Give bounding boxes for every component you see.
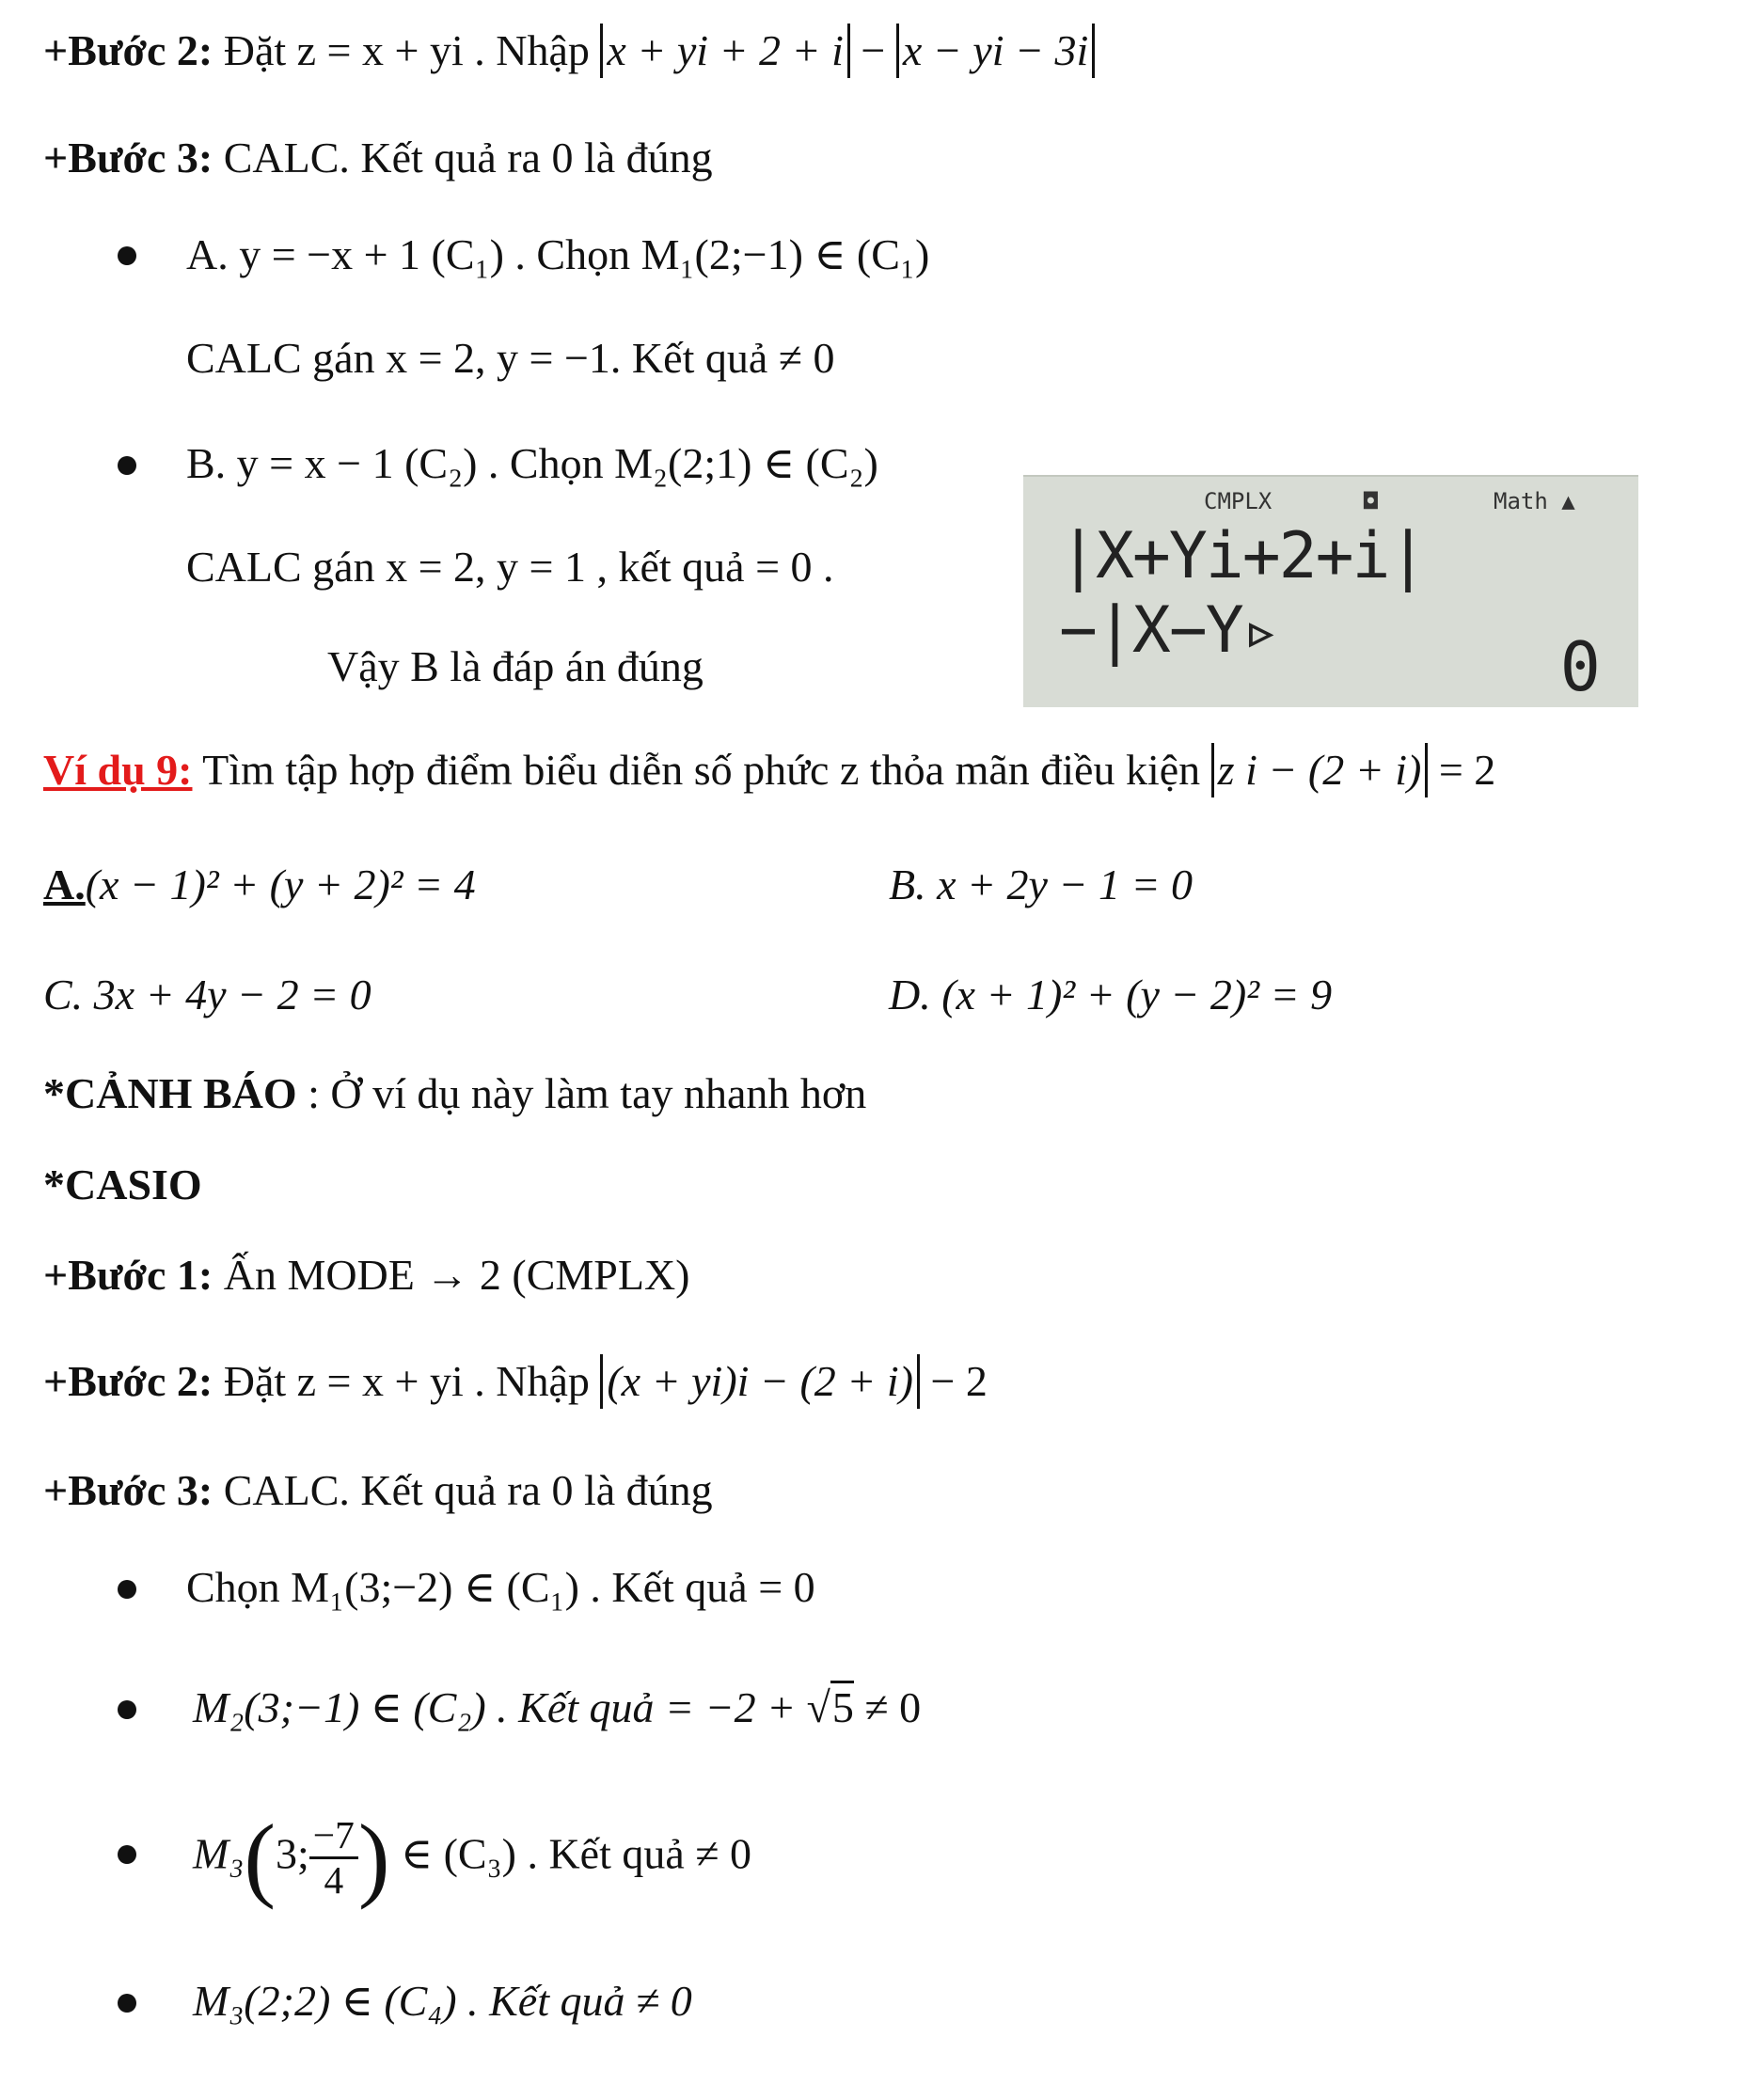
bullet-dot (118, 1845, 136, 1864)
bullet-dot (118, 1700, 136, 1719)
option-a-calc: CALC gán x = 2, y = −1. Kết quả ≠ 0 (186, 334, 835, 382)
step-tail: − 2 (919, 1357, 988, 1405)
example-9 (43, 743, 1495, 797)
warning-text: : Ở ví dụ này làm tay nhanh hơn (296, 1069, 867, 1117)
calculator-expression: |X+Yi+2+i|−|X−Y▹ (1059, 519, 1426, 668)
example-abs: z i − (2 + i) (1211, 743, 1429, 797)
fraction-denominator: 4 (324, 1858, 344, 1903)
step1-line (43, 1251, 690, 1299)
step3b-line (43, 1466, 713, 1514)
bullet-m2-text: M₂(3;−1) ∈ (C₂) . Kết quả = −2 + (193, 1683, 807, 1731)
step-label: +Bước 1: (43, 1251, 213, 1299)
sqrt-sign: √ (806, 1683, 830, 1731)
bullet-m3-tail: ∈ (C₃) . Kết quả ≠ 0 (389, 1829, 752, 1878)
example-tail: = 2 (1428, 746, 1496, 794)
answer-a-text: (x − 1)² + (y + 2)² = 4 (85, 861, 476, 908)
right-paren: ) (357, 1805, 390, 1910)
bullet-m4: M₃(2;2) ∈ (C₄) . Kết quả ≠ 0 (193, 1977, 692, 2025)
bullet-dot (118, 456, 136, 475)
step3-line (43, 136, 713, 180)
answer-b: B. x + 2y − 1 = 0 (889, 861, 1194, 908)
sqrt-radicand: 5 (830, 1681, 854, 1731)
bullet-m3 (193, 1801, 751, 1915)
step-text: CALC. Kết quả ra 0 là đúng (213, 134, 713, 182)
step-label: +Bước 2: (43, 1357, 213, 1405)
cmplx-indicator: CMPLX (1204, 488, 1273, 514)
bullet-m2-tail: ≠ 0 (853, 1683, 922, 1731)
bullet-dot (118, 246, 136, 265)
left-paren: ( (244, 1805, 277, 1910)
example-label: Ví dụ 9: (43, 746, 193, 794)
box-indicator: ◘ (1364, 488, 1378, 514)
step-text: CALC. Kết quả ra 0 là đúng (213, 1466, 713, 1514)
step-text: Đặt z = x + yi . Nhập (213, 1357, 601, 1405)
calculator-screen (1023, 475, 1638, 707)
step-label: +Bước 3: (43, 134, 213, 182)
abs-expression-2: x − yi − 3i (896, 24, 1095, 78)
bullet-dot (118, 1580, 136, 1599)
fraction (309, 1814, 358, 1903)
step-label: +Bước 3: (43, 1466, 213, 1514)
bullet-dot (118, 1994, 136, 2013)
abs-expression: (x + yi)i − (2 + i) (600, 1354, 920, 1409)
answer-d: D. (x + 1)² + (y − 2)² = 9 (889, 971, 1333, 1018)
answer-c: C. 3x + 4y − 2 = 0 (43, 971, 372, 1018)
math-indicator: Math ▲ (1494, 488, 1575, 514)
fraction-numerator: −7 (309, 1814, 358, 1860)
bullet-m2 (193, 1683, 922, 1731)
step-label: +Bước 2: (43, 26, 213, 74)
conclusion: Vậy B là đáp án đúng (327, 642, 704, 690)
option-b-line: B. y = x − 1 (C₂) . Chọn M₂(2;1) ∈ (C₂) (186, 439, 878, 487)
calculator-result: 0 (1559, 627, 1601, 706)
bullet-m3-point: M₃ (193, 1829, 245, 1878)
step2b-line (43, 1354, 988, 1409)
step-text: Đặt z = x + yi . Nhập (213, 26, 601, 74)
minus-sign: − (849, 26, 896, 74)
casio-heading: *CASIO (43, 1161, 202, 1208)
option-a-line: A. y = −x + 1 (C₁) . Chọn M₁(2;−1) ∈ (C₁) (186, 230, 930, 278)
warning-line (43, 1069, 867, 1117)
fraction-coordinate: 3; (276, 1829, 309, 1878)
answer-a (43, 863, 476, 907)
answer-a-label: A. (43, 861, 86, 908)
step2-line (43, 24, 1095, 78)
warning-label: *CẢNH BÁO (43, 1069, 297, 1117)
bullet-m1: Chọn M₁(3;−2) ∈ (C₁) . Kết quả = 0 (186, 1563, 815, 1611)
step-text: Ấn MODE → 2 (CMPLX) (213, 1251, 690, 1299)
abs-expression-1: x + yi + 2 + i (600, 24, 850, 78)
example-text: Tìm tập hợp điểm biểu diễn số phức z thỏa mãn điều kiện (192, 746, 1211, 794)
option-b-calc: CALC gán x = 2, y = 1 , kết quả = 0 . (186, 543, 834, 591)
